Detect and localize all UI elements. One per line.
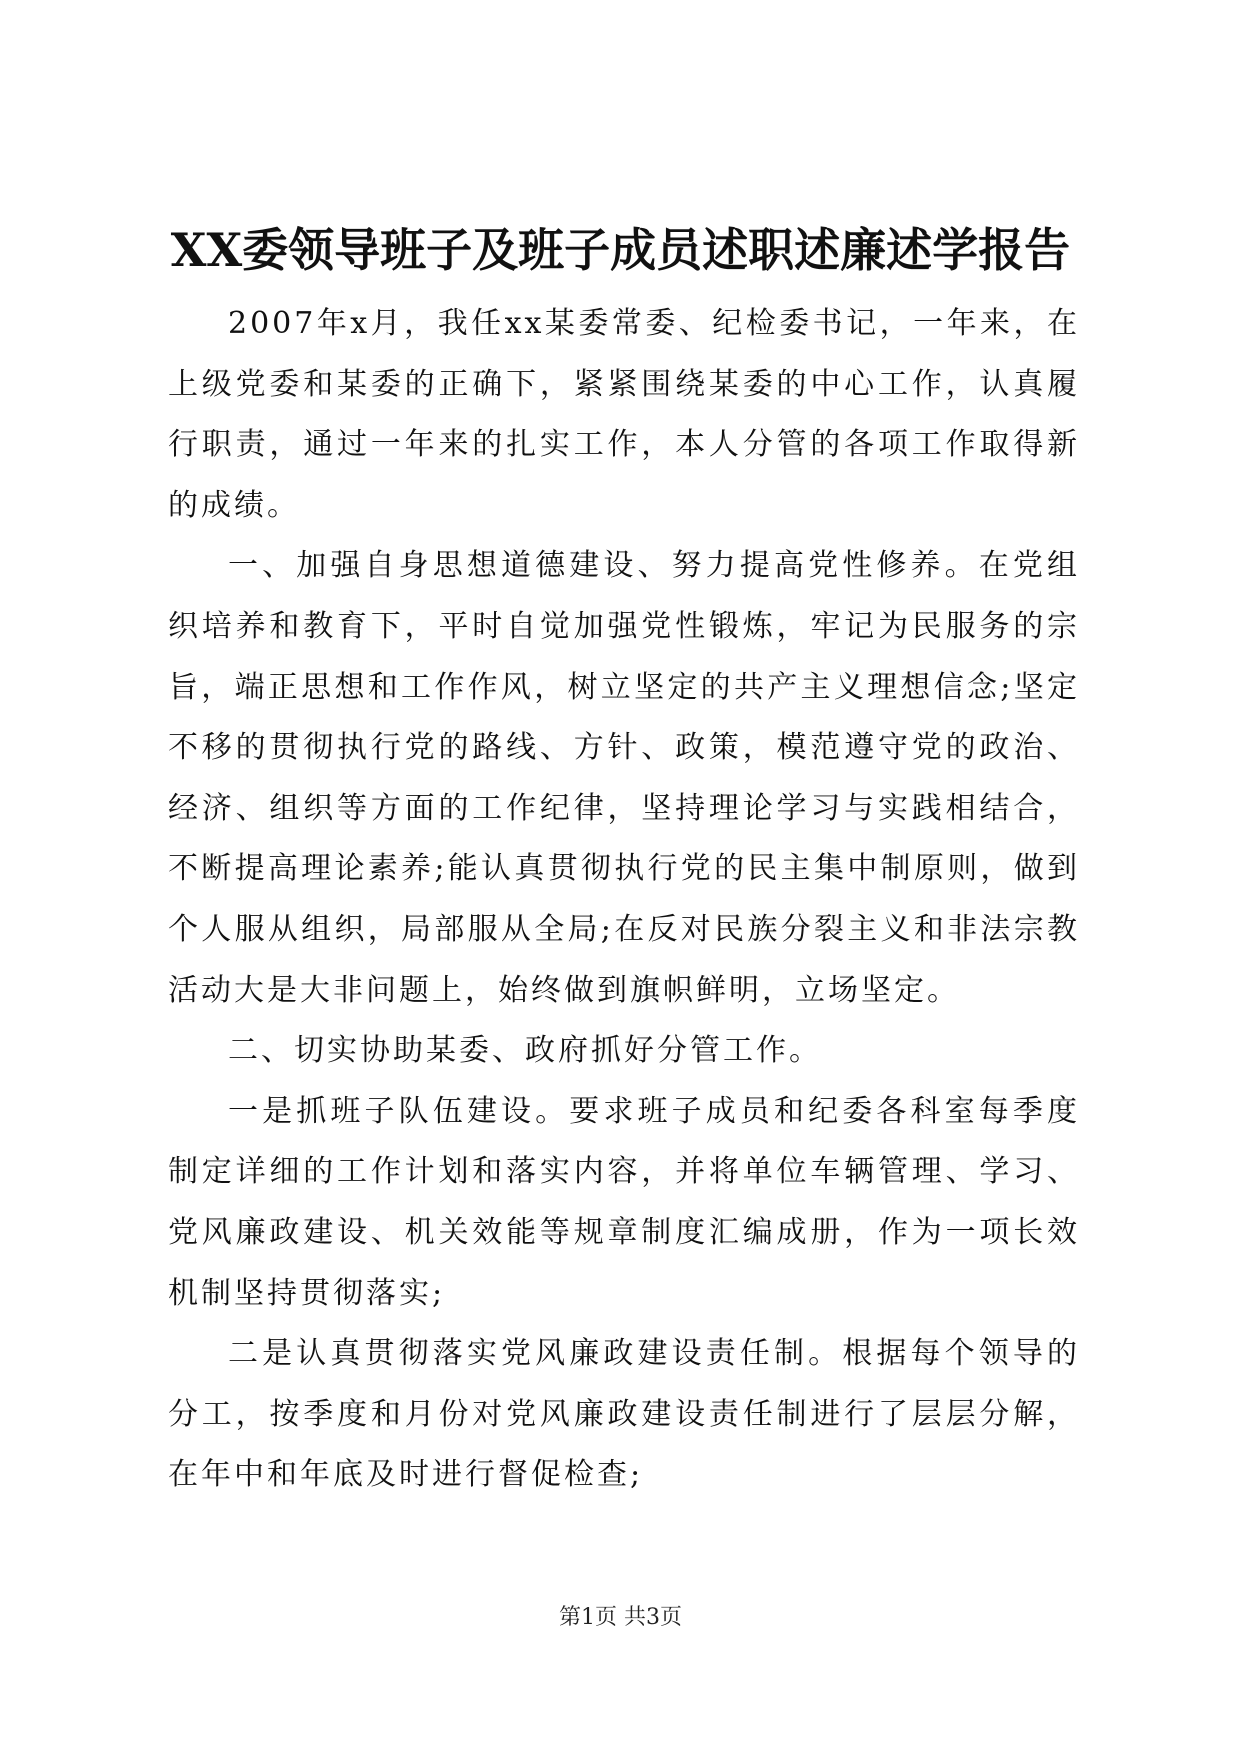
page-number-footer: 第1页 共3页	[559, 1605, 682, 1630]
document-body	[168, 294, 1080, 1506]
document-title: XX委领导班子及班子成员述职述廉述学报告	[170, 223, 1071, 277]
paragraph-section-2: 二、切实协助某委、政府抓好分管工作。	[228, 1033, 822, 1069]
paragraph-section-1: 一、加强自身思想道德建设、努力提高党性修养。在党组织培养和教育下，平时自觉加强党性锻炼，牢记为民服务的宗旨，端正思想和工作作风，树立坚定的共产主义理想信念;坚定不移的贯彻执行党的路线、方针、政策，模范遵守党的政治、经济、组织等方面的工作纪律，坚持理论学习与实践相结合，不断提高理论素养;能认真贯彻执行党的民主集中制原则，做到个人服从组织，局部服从全局;在反对民族分裂主义和非法宗教活动大是大非问题上，始终做到旗帜鲜明，立场坚定。	[168, 548, 1080, 1008]
paragraph-item-1: 一是抓班子队伍建设。要求班子成员和纪委各科室每季度制定详细的工作计划和落实内容，并将单位车辆管理、学习、党风廉政建设、机关效能等规章制度汇编成册，作为一项长效机制坚持贯彻落实;	[168, 1093, 1080, 1311]
paragraph-item-2: 二是认真贯彻落实党风廉政建设责任制。根据每个领导的分工，按季度和月份对党风廉政建设责任制进行了层层分解，在年中和年底及时进行督促检查;	[168, 1336, 1080, 1493]
paragraph-intro: 2007年x月，我任xx某委常委、纪检委书记，一年来，在上级党委和某委的正确下，紧紧围绕某委的中心工作，认真履行职责，通过一年来的扎实工作，本人分管的各项工作取得新的成绩。	[168, 306, 1080, 523]
